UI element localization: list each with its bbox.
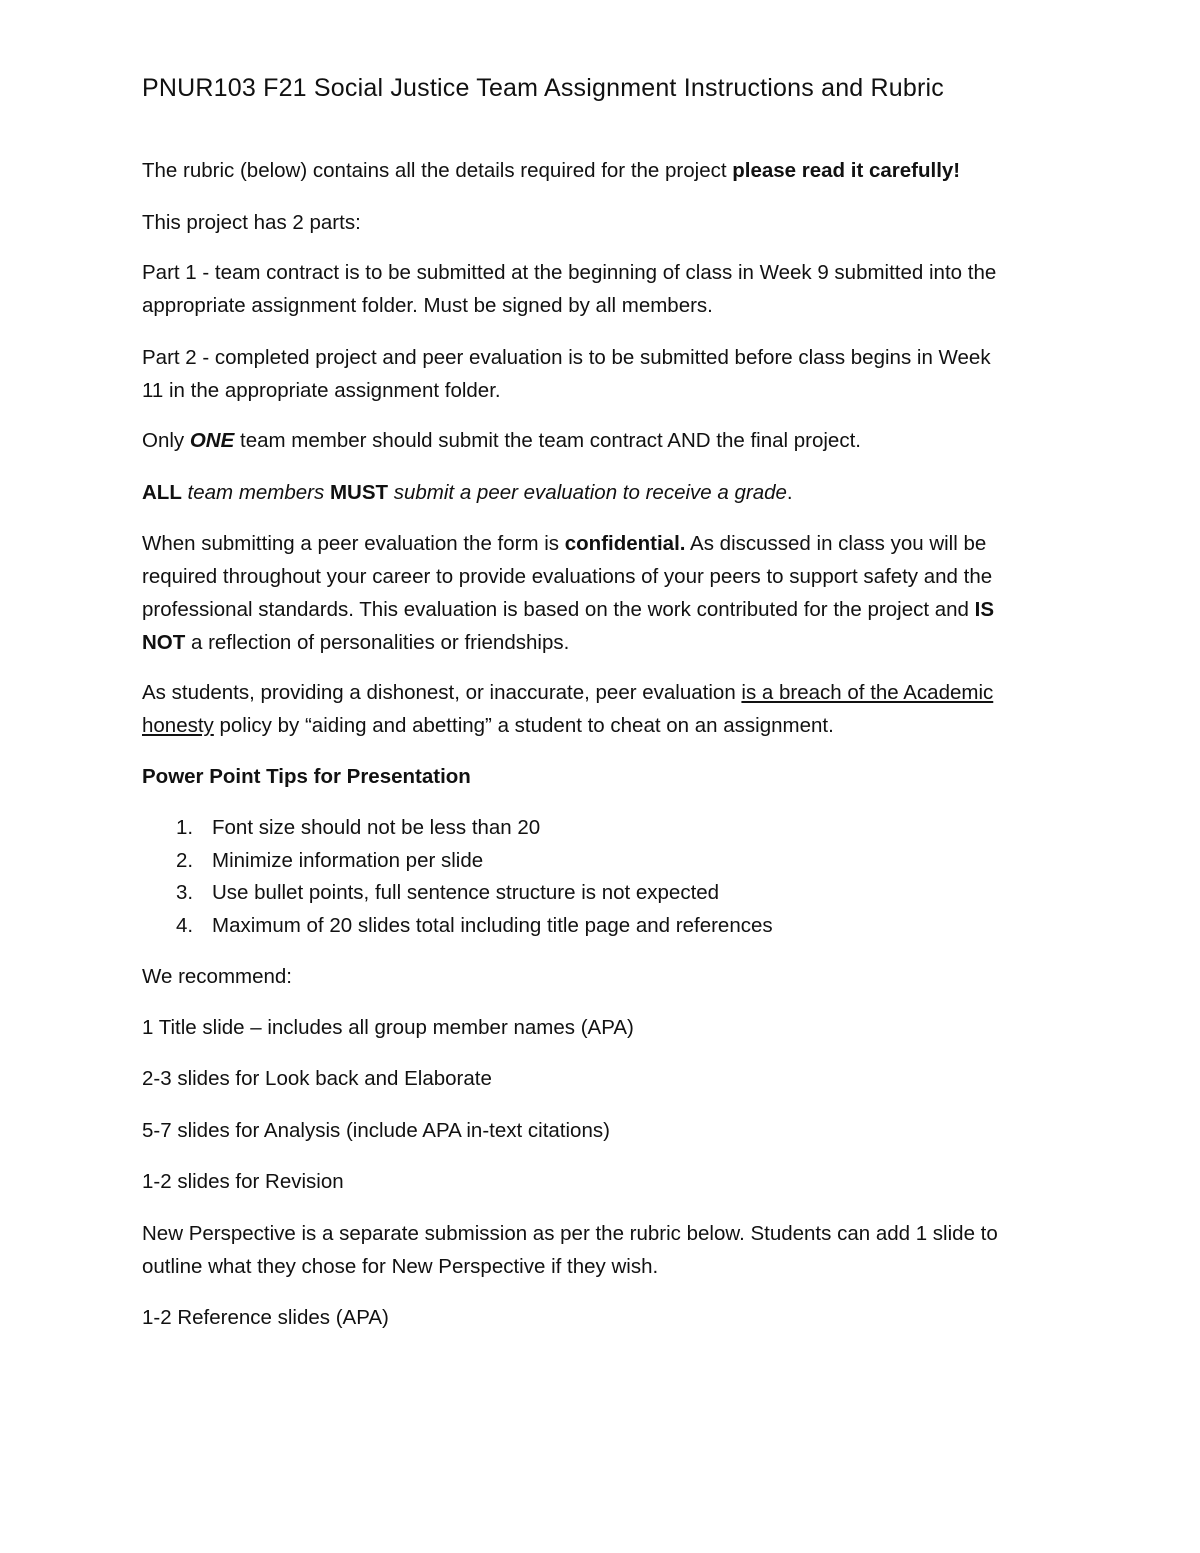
list-item-number: 3. bbox=[176, 881, 194, 904]
list-item-number: 1. bbox=[176, 816, 194, 839]
rec-analysis: 5-7 slides for Analysis (include APA in-text citations) bbox=[142, 1119, 610, 1142]
new-perspective-paragraph bbox=[142, 1217, 1057, 1283]
all-members-italic2: submit a peer evaluation to receive a grade bbox=[388, 481, 787, 504]
rec-title-slide: 1 Title slide – includes all group member names (APA) bbox=[142, 1016, 634, 1039]
confidential-line2: required throughout your career to provide evaluations of your peers to support safety and the bbox=[142, 565, 993, 588]
list-item-text: Maximum of 20 slides total including title page and references bbox=[212, 913, 773, 937]
all-members-bold2: MUST bbox=[329, 481, 389, 504]
list-item-number: 4. bbox=[176, 913, 194, 937]
confidential-line1-tail: As discussed in class you will be bbox=[685, 532, 987, 555]
confidential-line1-text: When submitting a peer evaluation the form is bbox=[142, 532, 565, 555]
all-members-bold1: ALL bbox=[142, 481, 182, 504]
list-item bbox=[142, 845, 773, 878]
all-members-italic1: team members bbox=[181, 481, 330, 504]
list-item bbox=[142, 812, 773, 845]
part1-line2: appropriate assignment folder. Must be signed by all members. bbox=[142, 294, 713, 317]
intro-emphasis: please read it carefully! bbox=[732, 159, 961, 182]
part2-line2: 11 in the appropriate assignment folder. bbox=[142, 379, 501, 402]
list-item bbox=[142, 877, 773, 910]
confidential-not: NOT bbox=[142, 631, 186, 654]
new-perspective-line2: outline what they chose for New Perspective if they wish. bbox=[142, 1255, 659, 1278]
intro-paragraph bbox=[142, 154, 1057, 187]
part1-paragraph bbox=[142, 256, 1057, 322]
part2-line1: Part 2 - completed project and peer evaluation is to be submitted before class begins in Week bbox=[142, 346, 991, 369]
confidential-is: IS bbox=[974, 598, 995, 621]
list-item-text: Minimize information per slide bbox=[212, 848, 484, 872]
only-one-paragraph bbox=[142, 424, 1057, 457]
rec-lookback: 2-3 slides for Look back and Elaborate bbox=[142, 1067, 492, 1090]
list-item bbox=[142, 910, 773, 943]
academic-line2-text: policy by “aiding and abetting” a student to cheat on an assignment. bbox=[213, 714, 834, 737]
tips-list bbox=[142, 812, 773, 942]
list-item-text: Use bullet points, full sentence structure is not expected bbox=[212, 881, 720, 904]
parts-intro: This project has 2 parts: bbox=[142, 211, 361, 234]
list-item-number: 2. bbox=[176, 848, 194, 872]
new-perspective-line1: New Perspective is a separate submission as per the rubric below. Students can add 1 slide to bbox=[142, 1222, 998, 1245]
rec-references: 1-2 Reference slides (APA) bbox=[142, 1306, 389, 1329]
recommend-heading: We recommend: bbox=[142, 965, 293, 988]
confidential-line3-text: professional standards. This evaluation is based on the work contributed for the project and bbox=[142, 598, 975, 621]
confidential-line1 bbox=[142, 527, 1057, 560]
part1-line1: Part 1 - team contract is to be submitted at the beginning of class in Week 9 submitted into the bbox=[142, 261, 997, 284]
part2-paragraph bbox=[142, 341, 1057, 407]
confidential-emphasis: confidential. bbox=[564, 532, 686, 555]
academic-line2 bbox=[142, 709, 1057, 742]
confidential-paragraph bbox=[142, 527, 1057, 659]
academic-line1-text: As students, providing a dishonest, or inaccurate, peer evaluation bbox=[142, 681, 742, 704]
all-members-end: . bbox=[786, 481, 793, 504]
academic-line1 bbox=[142, 676, 1057, 709]
confidential-line4 bbox=[142, 626, 1057, 659]
confidential-line3 bbox=[142, 593, 1057, 626]
only-one-emphasis: ONE bbox=[189, 429, 235, 452]
academic-honesty-underline: honesty bbox=[142, 714, 214, 737]
intro-text: The rubric (below) contains all the details required for the project bbox=[142, 159, 733, 182]
academic-policy-underline: is a breach of the Academic bbox=[741, 681, 994, 704]
all-members-paragraph bbox=[142, 476, 1057, 509]
rec-revision: 1-2 slides for Revision bbox=[142, 1170, 344, 1193]
only-one-text-b: team member should submit the team contract AND the final project. bbox=[234, 429, 861, 452]
confidential-line4-text: a reflection of personalities or friendships. bbox=[185, 631, 570, 654]
only-one-text-a: Only bbox=[142, 429, 190, 452]
tips-heading: Power Point Tips for Presentation bbox=[142, 765, 471, 788]
document-title: PNUR103 F21 Social Justice Team Assignment Instructions and Rubric bbox=[142, 74, 944, 102]
academic-honesty-paragraph bbox=[142, 676, 1057, 742]
list-item-text: Font size should not be less than 20 bbox=[212, 816, 541, 839]
